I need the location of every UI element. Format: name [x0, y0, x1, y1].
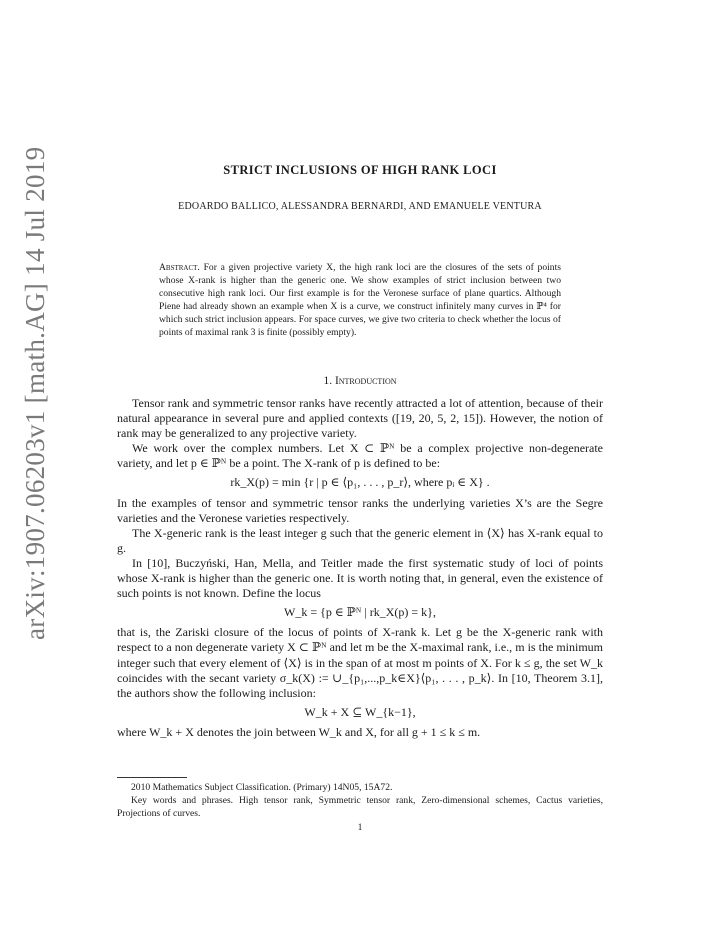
abstract: [159, 262, 561, 339]
author-list: EDOARDO BALLICO, ALESSANDRA BERNARDI, AND EMANUELE VENTURA: [178, 201, 542, 212]
section-title: Introduction: [334, 375, 397, 387]
footnotes: [117, 782, 603, 820]
paragraph-6: that is, the Zariski closure of the locus of points of X-rank k. Let g be the X-generic rank with respect to a non degenerate variety X ⊂ ℙᴺ and let m be the X-maximal rank, i.e., m is the minimum integer such that every element of ⟨X⟩ is in the span of at most m points of X. For k ≤ g, the set W_k coincides with the secant variety σ_k(X) := ∪_{p₁,...,p_k∈X}⟨p₁, . . . , p_k⟩. In [10, Theorem 3.1], the authors show the following inclusion:: [117, 625, 603, 700]
msc-footnote: 2010 Mathematics Subject Classification. (Primary) 14N05, 15A72.: [131, 782, 393, 793]
section-number: 1.: [323, 375, 333, 387]
abstract-text: For a given projective variety X, the high rank loci are the closures of the sets of points whose X-rank is higher than the generic one. We show examples of strict inclusion between two consecutive high rank loci. Our first example is for the Veronese surface of plane quartics. Although Piene had already shown an example when X is a curve, we construct infinitely many curves in ℙ⁴ for which such strict inclusion appears. For space curves, we give two criteria to check whether the locus of points of maximal rank 3 is finite (possibly empty).: [159, 262, 561, 338]
equation-rank: rk_X(p) = min {r | p ∈ ⟨p₁, . . . , p_r⟩, where pᵢ ∈ X} .: [230, 475, 490, 490]
paragraph-5: In [10], Buczyński, Han, Mella, and Teitler made the first systematic study of loci of points whose X-rank is higher than the generic one. It is worth noting that, in general, even the existence of such points is not known. Define the locus: [117, 555, 603, 601]
equation-locus: W_k = {p ∈ ℙᴺ | rk_X(p) = k},: [284, 605, 436, 620]
body-text: [117, 396, 603, 740]
paragraph-4: The X-generic rank is the least integer g such that the generic element in ⟨X⟩ has X-rank equal to g.: [117, 525, 603, 555]
paragraph-1: Tensor rank and symmetric tensor ranks have recently attracted a lot of attention, because of their natural appearance in several pure and applied contexts ([19, 20, 5, 2, 15]). However, the notion of rank may be generalized to any projective variety.: [117, 396, 603, 441]
equation-inclusion: W_k + X ⊆ W_{k−1},: [304, 704, 416, 719]
page-number: 1: [357, 822, 363, 833]
keywords-footnote: Key words and phrases. High tensor rank, Symmetric tensor rank, Zero-dimensional schemes, Cactus varieties, Projections of curves.: [117, 794, 603, 819]
abstract-heading: Abstract.: [159, 262, 200, 273]
section-heading: [0, 375, 720, 387]
paragraph-7: where W_k + X denotes the join between W_k and X, for all g + 1 ≤ k ≤ m.: [117, 724, 481, 739]
arxiv-identifier-stamp: arXiv:1907.06203v1 [math.AG] 14 Jul 2019: [20, 146, 50, 640]
paper-title: STRICT INCLUSIONS OF HIGH RANK LOCI: [223, 163, 497, 177]
footnote-divider: [117, 777, 187, 778]
paragraph-2: We work over the complex numbers. Let X ⊂ ℙᴺ be a complex projective non-degenerate variety, and let p ∈ ℙᴺ be a point. The X-rank of p is defined to be:: [117, 441, 603, 471]
paragraph-3: In the examples of tensor and symmetric tensor ranks the underlying varieties X’s are the Segre varieties and the Veronese varieties respectively.: [117, 495, 603, 525]
